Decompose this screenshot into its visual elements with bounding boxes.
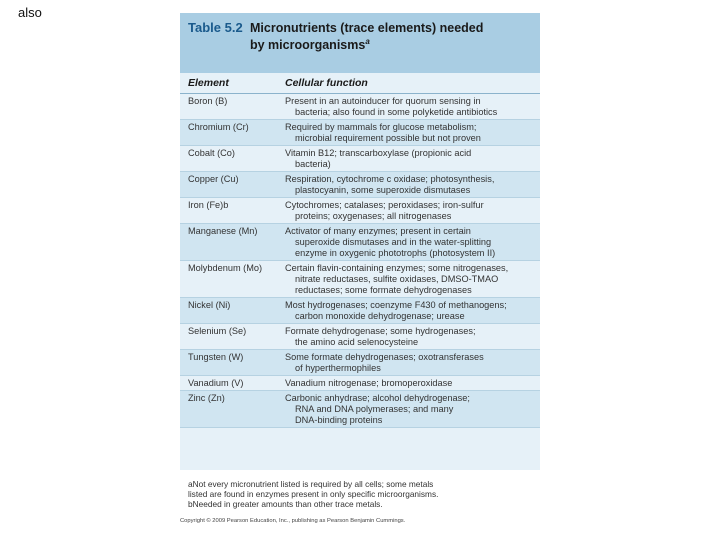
- table-body: [180, 94, 540, 428]
- title-line-2: by microorganisms: [250, 38, 366, 53]
- table-row: [180, 120, 540, 146]
- function-line: RNA and DNA polymerases; and many: [295, 403, 454, 414]
- function-cell: [285, 263, 532, 296]
- table-number: Table 5.2: [188, 20, 243, 35]
- element-cell: Molybdenum (Mo): [188, 262, 263, 273]
- table-row: [180, 198, 540, 224]
- footnote-a-line-2: listed are found in enzymes present in only specific microorganisms.: [188, 489, 439, 499]
- element-cell: Tungsten (W): [188, 351, 244, 362]
- column-header-function: Cellular function: [285, 77, 368, 89]
- function-line: Respiration, cytochrome c oxidase; photosynthesis,: [285, 173, 495, 184]
- function-line: Required by mammals for glucose metabolism;: [285, 121, 477, 132]
- table-row: [180, 224, 540, 261]
- table-header-row: [180, 73, 540, 94]
- function-cell: [285, 300, 532, 322]
- table-row: [180, 94, 540, 120]
- function-cell: [285, 122, 532, 144]
- table-row: [180, 298, 540, 324]
- table-title-bar: [180, 13, 540, 73]
- table-row: [180, 350, 540, 376]
- function-line: superoxide dismutases and in the water-splitting: [295, 236, 492, 247]
- element-cell: Zinc (Zn): [188, 392, 225, 403]
- function-cell: [285, 174, 532, 196]
- title-line-1: Micronutrients (trace elements) needed: [250, 21, 484, 35]
- element-cell: Selenium (Se): [188, 325, 247, 336]
- footnote-b: bNeeded in greater amounts than other trace metals.: [188, 499, 383, 509]
- function-cell: [285, 226, 532, 259]
- table-row: [180, 172, 540, 198]
- column-header-element: Element: [188, 77, 229, 89]
- function-cell: [285, 352, 532, 374]
- element-cell: Nickel (Ni): [188, 299, 231, 310]
- function-line: Vanadium nitrogenase; bromoperoxidase: [285, 377, 453, 388]
- footnote-a-line-1: aNot every micronutrient listed is required by all cells; some metals: [188, 479, 434, 489]
- function-cell: [285, 378, 532, 389]
- element-cell: Manganese (Mn): [188, 225, 258, 236]
- function-line: Carbonic anhydrase; alcohol dehydrogenase;: [285, 392, 470, 403]
- element-cell: Copper (Cu): [188, 173, 239, 184]
- function-line: Formate dehydrogenase; some hydrogenases;: [285, 325, 476, 336]
- element-cell: Vanadium (V): [188, 377, 244, 388]
- function-cell: [285, 200, 532, 222]
- element-cell: Iron (Fe)b: [188, 199, 229, 210]
- copyright-notice: Copyright © 2009 Pearson Education, Inc., publishing as Pearson Benjamin Cummings.: [180, 518, 406, 524]
- function-line: Some formate dehydrogenases; oxotransferases: [285, 351, 484, 362]
- table-row: [180, 261, 540, 298]
- table-title: [250, 21, 483, 52]
- function-line: the amino acid selenocysteine: [295, 336, 419, 347]
- function-line: Cytochromes; catalases; peroxidases; iron-sulfur: [285, 199, 484, 210]
- function-cell: [285, 96, 532, 118]
- function-line: plastocyanin, some superoxide dismutases: [295, 184, 471, 195]
- function-line: enzyme in oxygenic phototrophs (photosystem II): [295, 247, 496, 258]
- function-line: of hyperthermophiles: [295, 362, 381, 373]
- function-line: Certain flavin-containing enzymes; some nitrogenases,: [285, 262, 509, 273]
- function-line: Vitamin B12; transcarboxylase (propionic acid: [285, 147, 472, 158]
- function-line: carbon monoxide dehydrogenase; urease: [295, 310, 465, 321]
- slide-label: also: [18, 5, 42, 20]
- title-footnote-mark: a: [365, 37, 370, 46]
- function-cell: [285, 148, 532, 170]
- function-line: Most hydrogenases; coenzyme F430 of methanogens;: [285, 299, 507, 310]
- function-line: Activator of many enzymes; present in certain: [285, 225, 471, 236]
- function-line: reductases; some formate dehydrogenases: [295, 284, 472, 295]
- function-line: bacteria): [295, 158, 331, 169]
- table-row: [180, 391, 540, 428]
- function-cell: [285, 326, 532, 348]
- element-cell: Cobalt (Co): [188, 147, 235, 158]
- function-line: nitrate reductases, sulfite oxidases, DMSO-TMAO: [295, 273, 499, 284]
- function-cell: [285, 393, 532, 426]
- element-cell: Boron (B): [188, 95, 228, 106]
- table-row: [180, 146, 540, 172]
- table-row: [180, 376, 540, 391]
- function-line: proteins; oxygenases; all nitrogenases: [295, 210, 452, 221]
- function-line: bacteria; also found in some polyketide antibiotics: [295, 106, 498, 117]
- element-cell: Chromium (Cr): [188, 121, 249, 132]
- micronutrients-table: [180, 13, 540, 470]
- function-line: DNA-binding proteins: [295, 414, 383, 425]
- function-line: microbial requirement possible but not proven: [295, 132, 481, 143]
- function-line: Present in an autoinducer for quorum sensing in: [285, 95, 481, 106]
- table-row: [180, 324, 540, 350]
